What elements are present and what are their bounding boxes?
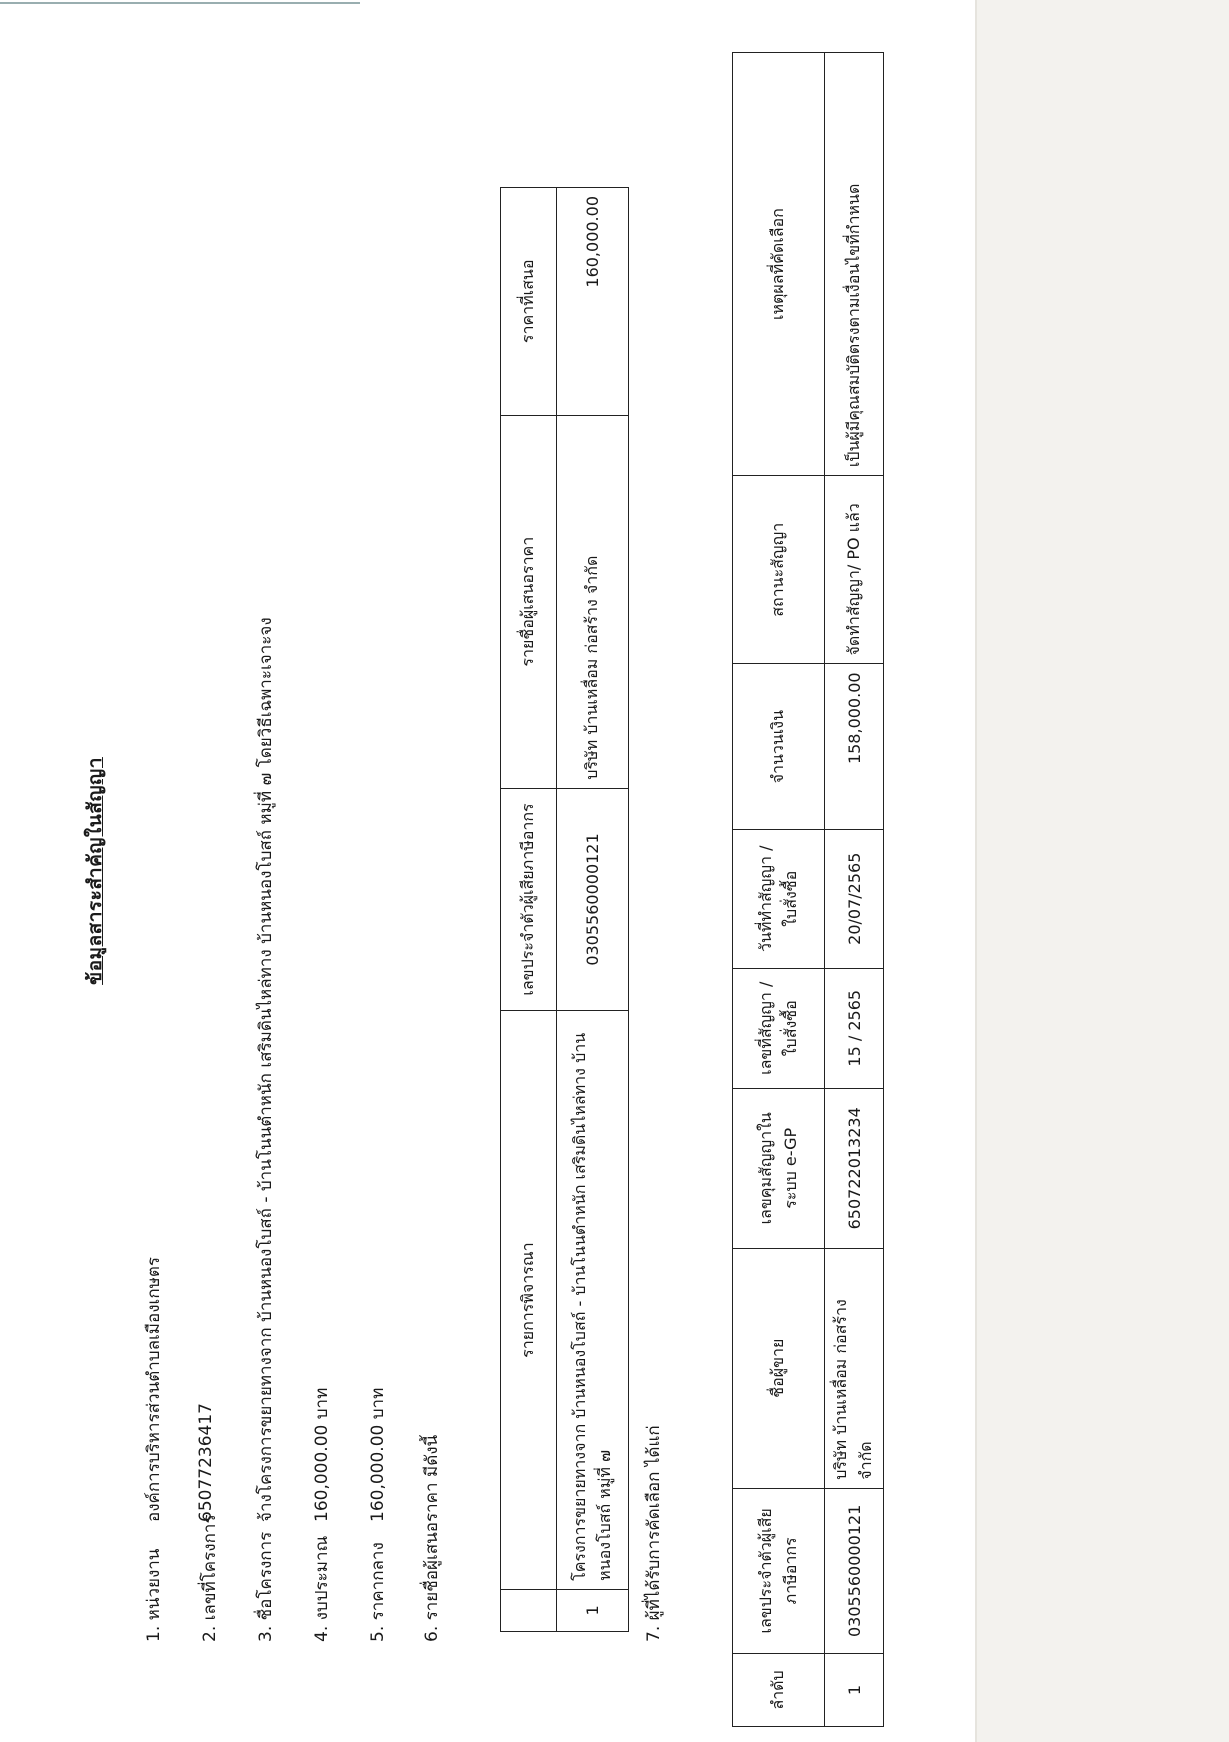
info-project-number-label: 2. เลขที่โครงการ — [200, 1514, 220, 1642]
col-no — [501, 1589, 557, 1631]
col-item: รายการพิจารณา — [501, 1011, 557, 1590]
cell-price: 160,000.00 — [557, 188, 629, 416]
cell-no: 1 — [825, 1653, 884, 1726]
cell-item: โครงการขยายทางจาก บ้านหนองโบสถ์ - บ้านโนนตำหนัก เสริมดินไหล่ทาง บ้านหนองโบสถ์ หมู่ที่ ๗ — [557, 1011, 629, 1590]
col-contract-date: วันที่ทำสัญญา / ใบสั่งซื้อ — [733, 829, 825, 968]
cell-bidder-name: บริษัท บ้านเหลื่อม ก่อสร้าง จำกัด — [557, 415, 629, 788]
col-reason: เหตุผลที่คัดเลือก — [733, 53, 825, 476]
cell-tax-id: 0305560000121 — [825, 1488, 884, 1653]
section-winner-label: 7. ผู้ที่ได้รับการคัดเลือก ได้แก่ — [644, 1425, 664, 1642]
page-margin — [975, 0, 1229, 1742]
table-row — [825, 53, 884, 1727]
cell-seller: บริษัท บ้านเหลื่อม ก่อสร้าง จำกัด — [825, 1248, 884, 1488]
col-amount: จำนวนเงิน — [733, 664, 825, 829]
table-header-row — [501, 188, 557, 1632]
info-budget-label: 4. งบประมาณ — [312, 1535, 332, 1642]
info-project-name-label: 3. ชื่อโครงการ — [256, 1531, 276, 1642]
col-status: สถานะสัญญา — [733, 476, 825, 664]
info-project-name-value: จ้างโครงการขยายทางจาก บ้านหนองโบสถ์ - บ้านโนนตำหนัก เสริมดินไหล่ทาง บ้านหนองโบสถ์ หมู่ที่ ๗ โดยวิธีเฉพาะเจาะจง — [256, 617, 276, 1522]
info-project-number-value: 65077236417 — [196, 1403, 216, 1522]
table-row — [557, 188, 629, 1632]
cell-egp-number: 650722013234 — [825, 1088, 884, 1248]
col-seller: ชื่อผู้ขาย — [733, 1248, 825, 1488]
col-egp-number: เลขคุมสัญญาในระบบ e-GP — [733, 1088, 825, 1248]
cell-amount: 158,000.00 — [825, 664, 884, 829]
col-contract-number: เลขที่สัญญา / ใบสั่งซื้อ — [733, 968, 825, 1088]
table-header-row — [733, 53, 825, 1727]
cell-tax-id: 0305560000121 — [557, 788, 629, 1011]
cell-status: จัดทำสัญญา/ PO แล้ว — [825, 476, 884, 664]
info-median-price-label: 5. ราคากลาง — [368, 1542, 388, 1642]
cell-reason: เป็นผู้มีคุณสมบัติตรงตามเงื่อนไขที่กำหนด — [825, 53, 884, 476]
col-no: ลำดับ — [733, 1653, 825, 1726]
col-bidder-name: รายชื่อผู้เสนอราคา — [501, 415, 557, 788]
document-title: ข้อมูลสาระสำคัญในสัญญา — [84, 757, 106, 985]
info-budget-value: 160,000.00 บาท — [312, 1387, 332, 1522]
cell-contract-date: 20/07/2565 — [825, 829, 884, 968]
col-price: ราคาที่เสนอ — [501, 188, 557, 416]
info-median-price-value: 160,000.00 บาท — [368, 1387, 388, 1522]
cell-contract-number: 15 / 2565 — [825, 968, 884, 1088]
info-agency-label: 1. หน่วยงาน — [144, 1548, 164, 1642]
winner-table — [732, 52, 884, 1727]
bidders-table — [500, 187, 629, 1632]
col-tax-id: เลขประจำตัวผู้เสียภาษีอากร — [733, 1488, 825, 1653]
info-agency-value: องค์การบริหารส่วนตำบลเมืองเกษตร — [144, 1256, 164, 1522]
section-bidders-label: 6. รายชื่อผู้เสนอราคา มีดังนี้ — [422, 1434, 442, 1642]
col-tax-id: เลขประจำตัวผู้เสียภาษีอากร — [501, 788, 557, 1011]
cell-no: 1 — [557, 1589, 629, 1631]
